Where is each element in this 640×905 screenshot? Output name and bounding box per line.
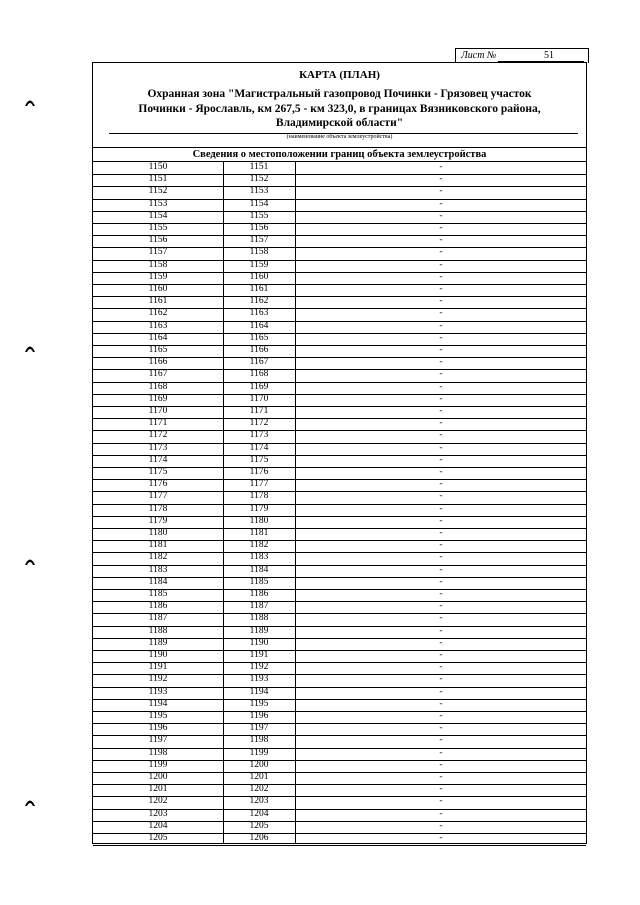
from-point-cell: 1180	[148, 528, 168, 538]
table-row	[93, 601, 586, 614]
from-point-cell: 1186	[148, 601, 168, 612]
table-row	[93, 321, 586, 334]
from-point-cell: 1199	[148, 759, 168, 770]
description-cell: -	[439, 650, 443, 660]
description-cell: -	[439, 332, 443, 343]
from-point-cell: 1171	[148, 418, 168, 429]
document-header	[93, 63, 586, 148]
from-point-cell: 1196	[148, 723, 168, 734]
description-cell: -	[439, 162, 443, 172]
to-point-cell: 1169	[249, 381, 269, 392]
from-point-cell: 1168	[148, 381, 168, 392]
to-point-cell: 1166	[249, 345, 269, 355]
to-point-cell: 1170	[249, 393, 269, 404]
description-cell: -	[439, 564, 443, 575]
table-row	[93, 199, 586, 212]
to-point-cell: 1199	[249, 747, 269, 758]
from-point-cell: 1155	[148, 223, 168, 233]
table-row	[93, 479, 586, 492]
from-point-cell: 1153	[148, 198, 168, 209]
to-point-cell: 1193	[249, 674, 269, 685]
description-cell: -	[439, 491, 443, 502]
table-row	[93, 809, 586, 822]
table-row	[93, 748, 586, 761]
table-row	[93, 626, 586, 639]
from-point-cell: 1177	[148, 491, 168, 502]
from-point-cell: 1181	[148, 540, 168, 551]
from-point-cell: 1192	[148, 674, 168, 685]
to-point-cell: 1160	[249, 271, 269, 282]
table-row	[93, 699, 586, 712]
table-row	[93, 613, 586, 626]
table-row	[93, 821, 586, 834]
to-point-cell: 1167	[249, 357, 269, 368]
from-point-cell: 1157	[148, 247, 168, 258]
to-point-cell: 1189	[249, 625, 269, 636]
description-cell: -	[439, 210, 443, 221]
from-point-cell: 1156	[148, 235, 168, 246]
to-point-cell: 1179	[249, 503, 269, 514]
table-row	[93, 687, 586, 700]
to-point-cell: 1185	[249, 576, 269, 587]
punch-hole-icon	[24, 797, 36, 807]
from-point-cell: 1169	[148, 393, 168, 404]
from-point-cell: 1183	[148, 564, 168, 575]
to-point-cell: 1178	[249, 491, 269, 502]
description-cell: -	[439, 247, 443, 258]
description-cell: -	[439, 613, 443, 624]
from-point-cell: 1178	[148, 503, 168, 514]
description-cell: -	[439, 711, 443, 721]
description-cell: -	[439, 174, 443, 185]
description-cell: -	[439, 528, 443, 538]
description-cell: -	[439, 625, 443, 636]
description-cell: -	[439, 235, 443, 246]
to-point-cell: 1184	[249, 564, 269, 575]
description-cell: -	[439, 186, 443, 197]
from-point-cell: 1152	[148, 186, 168, 197]
to-point-cell: 1200	[249, 759, 269, 770]
from-point-cell: 1195	[148, 711, 168, 721]
from-point-cell: 1151	[148, 174, 168, 185]
description-cell: -	[439, 662, 443, 673]
from-point-cell: 1182	[148, 552, 168, 563]
table-row	[93, 247, 586, 260]
description-cell: -	[439, 576, 443, 587]
description-cell: -	[439, 759, 443, 770]
from-point-cell: 1197	[148, 735, 168, 746]
object-name-line: Владимирской области"	[275, 117, 404, 129]
table-row	[93, 833, 586, 846]
from-point-cell: 1185	[148, 589, 168, 599]
table-row	[93, 565, 586, 578]
table-row	[93, 455, 586, 468]
sheet-number: 51	[544, 50, 554, 61]
from-point-cell: 1161	[148, 296, 168, 307]
to-point-cell: 1159	[249, 259, 269, 270]
description-cell: -	[439, 686, 443, 697]
punch-hole-icon	[24, 97, 36, 107]
description-cell: -	[439, 540, 443, 551]
to-point-cell: 1153	[249, 186, 269, 197]
description-cell: -	[439, 735, 443, 746]
to-point-cell: 1175	[249, 454, 269, 465]
description-cell: -	[439, 698, 443, 709]
to-point-cell: 1186	[249, 589, 269, 599]
section-title: Сведения о местоположении границ объекта землеустройства	[93, 147, 586, 162]
to-point-cell: 1197	[249, 723, 269, 734]
description-cell: -	[439, 296, 443, 307]
to-point-cell: 1152	[249, 174, 269, 185]
table-row	[93, 308, 586, 321]
to-point-cell: 1180	[249, 515, 269, 526]
description-cell: -	[439, 369, 443, 380]
description-cell: -	[439, 723, 443, 734]
from-point-cell: 1164	[148, 332, 168, 343]
table-row	[93, 674, 586, 687]
to-point-cell: 1195	[249, 698, 269, 709]
to-point-cell: 1183	[249, 552, 269, 563]
to-point-cell: 1164	[249, 320, 269, 331]
from-point-cell: 1188	[148, 625, 168, 636]
table-row	[93, 552, 586, 565]
table-row	[93, 577, 586, 590]
object-caption: (наименование объекта землеустройства)	[286, 134, 393, 140]
to-point-cell: 1162	[249, 296, 269, 307]
to-point-cell: 1171	[249, 406, 269, 416]
to-point-cell: 1206	[249, 833, 269, 843]
table-row	[93, 382, 586, 395]
from-point-cell: 1200	[148, 772, 168, 782]
to-point-cell: 1163	[249, 308, 269, 319]
to-point-cell: 1172	[249, 418, 269, 429]
to-point-cell: 1205	[249, 820, 269, 831]
from-point-cell: 1150	[148, 162, 168, 172]
table-row	[93, 662, 586, 675]
object-name	[103, 87, 576, 131]
description-cell: -	[439, 198, 443, 209]
to-point-cell: 1201	[249, 772, 269, 782]
to-point-cell: 1157	[249, 235, 269, 246]
table-row	[93, 723, 586, 736]
from-point-cell: 1166	[148, 357, 168, 368]
punch-hole-icon	[24, 343, 36, 353]
to-point-cell: 1151	[249, 162, 269, 172]
description-cell: -	[439, 393, 443, 404]
from-point-cell: 1154	[148, 210, 168, 221]
description-cell: -	[439, 637, 443, 648]
from-point-cell: 1165	[148, 345, 168, 355]
to-point-cell: 1196	[249, 711, 269, 721]
from-point-cell: 1167	[148, 369, 168, 380]
document-frame	[92, 62, 587, 844]
to-point-cell: 1161	[249, 284, 269, 294]
table-row	[93, 394, 586, 407]
description-cell: -	[439, 430, 443, 441]
description-cell: -	[439, 320, 443, 331]
from-point-cell: 1176	[148, 479, 168, 490]
table-row	[93, 491, 586, 504]
description-cell: -	[439, 308, 443, 319]
from-point-cell: 1187	[148, 613, 168, 624]
description-cell: -	[439, 601, 443, 612]
table-row	[93, 211, 586, 224]
from-point-cell: 1175	[148, 467, 168, 477]
to-point-cell: 1174	[249, 442, 269, 453]
description-cell: -	[439, 796, 443, 807]
description-cell: -	[439, 503, 443, 514]
table-row	[93, 357, 586, 370]
from-point-cell: 1158	[148, 259, 168, 270]
description-cell: -	[439, 808, 443, 819]
from-point-cell: 1184	[148, 576, 168, 587]
from-point-cell: 1190	[148, 650, 168, 660]
from-point-cell: 1202	[148, 796, 168, 807]
description-cell: -	[439, 259, 443, 270]
to-point-cell: 1182	[249, 540, 269, 551]
from-point-cell: 1179	[148, 515, 168, 526]
to-point-cell: 1155	[249, 210, 269, 221]
object-name-line: Охранная зона "Магистральный газопровод Починки - Грязовец участок	[147, 88, 532, 100]
from-point-cell: 1159	[148, 271, 168, 282]
table-row	[93, 760, 586, 773]
sheet-label: Лист №	[461, 50, 497, 61]
table-row	[93, 638, 586, 651]
from-point-cell: 1193	[148, 686, 168, 697]
description-cell: -	[439, 515, 443, 526]
to-point-cell: 1176	[249, 467, 269, 477]
from-point-cell: 1160	[148, 284, 168, 294]
to-point-cell: 1187	[249, 601, 269, 612]
from-point-cell: 1191	[148, 662, 168, 673]
table-row	[93, 186, 586, 199]
table-row	[93, 540, 586, 553]
description-cell: -	[439, 271, 443, 282]
table-row	[93, 418, 586, 431]
description-cell: -	[439, 784, 443, 795]
to-point-cell: 1194	[249, 686, 269, 697]
description-cell: -	[439, 589, 443, 599]
table-row	[93, 796, 586, 809]
description-cell: -	[439, 406, 443, 416]
table-row	[93, 735, 586, 748]
to-point-cell: 1192	[249, 662, 269, 673]
to-point-cell: 1198	[249, 735, 269, 746]
to-point-cell: 1203	[249, 796, 269, 807]
description-cell: -	[439, 820, 443, 831]
to-point-cell: 1181	[249, 528, 269, 538]
from-point-cell: 1204	[148, 820, 168, 831]
description-cell: -	[439, 357, 443, 368]
table-row	[93, 296, 586, 309]
table-row	[93, 369, 586, 382]
page-title: КАРТА (ПЛАН)	[299, 69, 380, 81]
table-row	[93, 333, 586, 346]
table-row	[93, 260, 586, 273]
description-cell: -	[439, 467, 443, 477]
description-cell: -	[439, 223, 443, 233]
table-row	[93, 784, 586, 797]
description-cell: -	[439, 381, 443, 392]
table-row	[93, 516, 586, 529]
to-point-cell: 1158	[249, 247, 269, 258]
from-point-cell: 1170	[148, 406, 168, 416]
from-point-cell: 1205	[148, 833, 168, 843]
from-point-cell: 1203	[148, 808, 168, 819]
description-cell: -	[439, 442, 443, 453]
table-row	[93, 504, 586, 517]
description-cell: -	[439, 284, 443, 294]
table-row	[93, 235, 586, 248]
from-point-cell: 1174	[148, 454, 168, 465]
description-cell: -	[439, 418, 443, 429]
to-point-cell: 1190	[249, 637, 269, 648]
from-point-cell: 1172	[148, 430, 168, 441]
punch-hole-icon	[24, 556, 36, 566]
to-point-cell: 1191	[249, 650, 269, 660]
from-point-cell: 1173	[148, 442, 168, 453]
to-point-cell: 1168	[249, 369, 269, 380]
description-cell: -	[439, 674, 443, 685]
to-point-cell: 1204	[249, 808, 269, 819]
description-cell: -	[439, 479, 443, 490]
description-cell: -	[439, 345, 443, 355]
from-point-cell: 1189	[148, 637, 168, 648]
from-point-cell: 1194	[148, 698, 168, 709]
to-point-cell: 1177	[249, 479, 269, 490]
to-point-cell: 1156	[249, 223, 269, 233]
to-point-cell: 1173	[249, 430, 269, 441]
table-row	[93, 272, 586, 285]
table-row	[93, 443, 586, 456]
to-point-cell: 1154	[249, 198, 269, 209]
sheet-number-box	[455, 48, 589, 63]
from-point-cell: 1163	[148, 320, 168, 331]
to-point-cell: 1188	[249, 613, 269, 624]
description-cell: -	[439, 454, 443, 465]
description-cell: -	[439, 833, 443, 843]
table-row	[93, 430, 586, 443]
to-point-cell: 1165	[249, 332, 269, 343]
description-cell: -	[439, 772, 443, 782]
from-point-cell: 1201	[148, 784, 168, 795]
from-point-cell: 1162	[148, 308, 168, 319]
description-cell: -	[439, 552, 443, 563]
to-point-cell: 1202	[249, 784, 269, 795]
description-cell: -	[439, 747, 443, 758]
table-row	[93, 174, 586, 187]
from-point-cell: 1198	[148, 747, 168, 758]
object-name-line: Починки - Ярославль, км 267,5 - км 323,0, в границах Вязниковского района,	[138, 102, 541, 115]
